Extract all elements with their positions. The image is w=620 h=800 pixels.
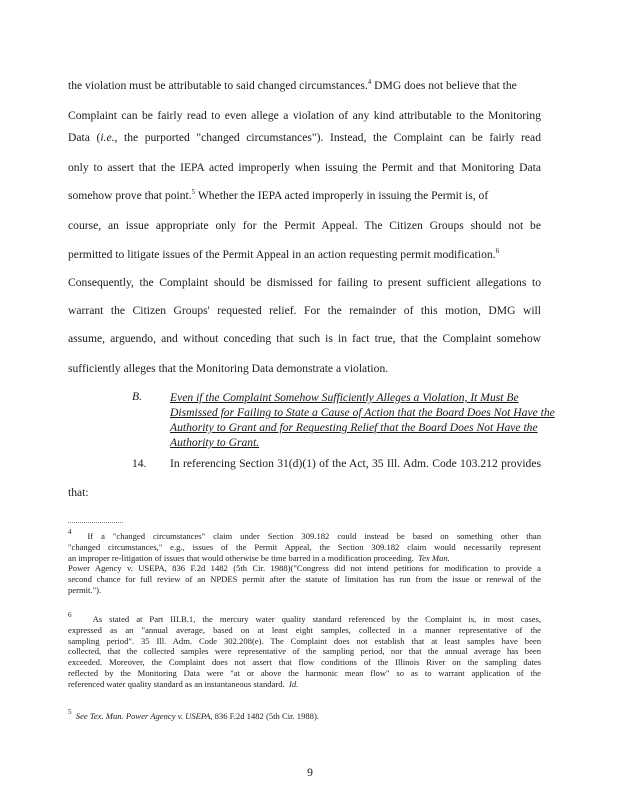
footnote-ref-6: 6 [495,247,500,255]
footnote-5: $^5$ See Tex. Mun. Power Agency v. USEPA, 836 F.2d 1482 (5th Cir. 1988). [68,708,319,721]
body-line-2: Complaint can be fairly read to even allege a violation of any kind attributable to the Monitoring [68,109,541,122]
body-line-7: permitted to litigate issues of the Permit Appeal in an action requesting permit modification.$^6$ [68,247,500,261]
body-line-1: the violation must be attributable to said changed circumstances.$^4$ DMG does not believe that the [68,78,517,92]
footnote-separator [68,522,123,523]
section-letter: B. [132,390,142,403]
heading-line: Even if the Complaint Somehow Sufficiently Alleges a Violation, It Must Be [170,391,519,404]
paragraph-14-text: In referencing Section 31(d)(1) of the Act, 35 Ill. Adm. Code 103.212 provides [170,457,541,470]
section-heading [170,390,555,450]
body-line-9: warrant the Citizen Groups' requested relief. For the remainder of this motion, DMG will [68,304,541,317]
footnote-4: $^4$ If a "changed circumstances" claim under Section 309.182 could instead be based on something other than "changed circumstances," e.g., issues of the Permit Appeal, the Section 309.182 claim would necessarily represent an improper re-litigation of issues that would otherwise be time barred in a modification proceeding. Tex Mun. Power Agency v. USEPA, 836 F.2d 1482 (5th Cir. 1988)("Congress did not intend petitions for modification to provide a second chance for full review of an NPDES permit after the statute of limitation has run from the issue or renewal of the permit."). [68,528,541,595]
heading-line: Authority to Grant and for Requesting Relief that the Board Does Not Have the [170,421,538,434]
footnote-mark: 4 [68,528,72,536]
body-line-4: only to assert that the IEPA acted improperly when issuing the Permit and that Monitoring Data [68,161,541,174]
body-line-10: assume, arguendo, and without conceding that such is in fact true, that the Complaint somehow [68,332,541,345]
footnote-ref-4: 4 [367,78,372,86]
footnote-mark: 5 [68,708,72,716]
page-number: 9 [307,766,313,779]
body-line-3: Data (i.e., the purported "changed circumstances"). Instead, the Complaint can be fairly read [68,131,541,144]
heading-line: Authority to Grant. [170,436,260,449]
paragraph-14-continuation: that: [68,486,89,499]
body-line-8: Consequently, the Complaint should be dismissed for failing to present sufficient allegations to [68,276,541,289]
body-line-5: somehow prove that point.$^5$ Whether the IEPA acted improperly in issuing the Permit is, of [68,188,489,202]
body-line-11: sufficiently alleges that the Monitoring Data demonstrate a violation. [68,362,389,375]
footnote-ref-5: 5 [191,188,196,196]
paragraph-number: 14. [132,457,147,470]
footnote-6: $^6$ As stated at Part III.B.1, the mercury water quality standard referenced by the Complaint is, in most cases, expressed as an "annual average, based on at least eight samples, collected in a manner representative of the sampling period". 35 Ill. Adm. Code 302.208(e). The Complaint does not establish that at least samples have been collected, that the collected samples were representative of the sampling period, nor that the annual average has been exceeded. Moreover, the Complaint does not assert that flow conditions of the Illinois River on the sampling dates reflected by the Monitoring Data were "at or above the harmonic mean flow" so as to warrant application of the referenced water quality standard as an instantaneous standard. Id. [68,611,541,689]
footnote-mark: 6 [68,611,72,619]
heading-line: Dismissed for Failing to State a Cause of Action that the Board Does Not Have the [170,406,555,419]
body-line-6: course, an issue appropriate only for the Permit Appeal. The Citizen Groups should not be [68,219,541,232]
